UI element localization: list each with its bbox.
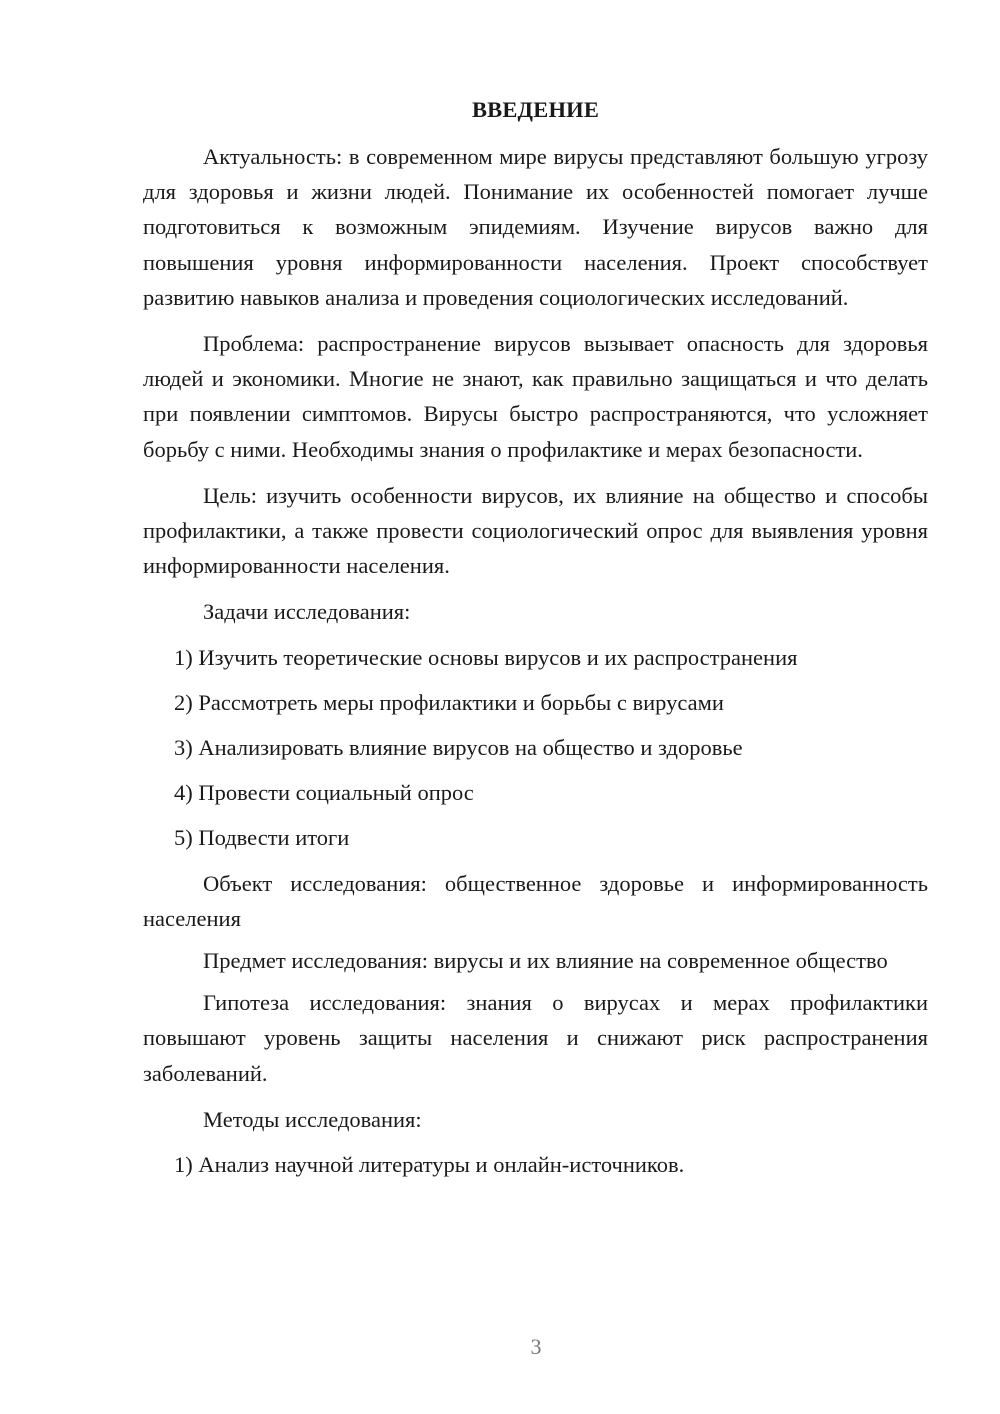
list-item: 5) Подвести итоги — [174, 825, 350, 851]
page-content — [143, 96, 928, 1192]
list-item: 1) Изучить теоретические основы вирусов и их распространения — [174, 644, 798, 670]
hypothesis-paragraph: Гипотеза исследования: знания о вирусах и мерах профилактики повышают уровень защиты населения и снижают риск распространения заболеваний. — [143, 990, 928, 1086]
subject-paragraph: Предмет исследования: вирусы и их влияние на современное общество — [203, 948, 888, 974]
list-item: 4) Провести социальный опрос — [174, 780, 474, 806]
page-number: 3 — [530, 1334, 542, 1359]
tasks-heading: Задачи исследования: — [203, 599, 411, 625]
list-item: 1) Анализ научной литературы и онлайн-источников. — [174, 1152, 685, 1178]
list-item: 2) Рассмотреть меры профилактики и борьбы с вирусами — [174, 689, 724, 715]
methods-heading: Методы исследования: — [203, 1106, 422, 1132]
goal-paragraph: Цель: изучить особенности вирусов, их влияние на общество и способы профилактики, а также провести социологический опрос для выявления уровня информированности населения. — [143, 482, 928, 579]
methods-list — [143, 1147, 928, 1182]
problem-paragraph: Проблема: распространение вирусов вызывает опасность для здоровья людей и экономики. Многие не знают, как правильно защищаться и что делать при появлении симптомов. Вирусы быстро распространяются, что усложняет борьбу с ними. Необходимы знания о профилактике и мерах безопасности. — [143, 331, 928, 462]
list-item: 3) Анализировать влияние вирусов на общество и здоровье — [174, 735, 743, 761]
tasks-list — [143, 640, 928, 856]
object-paragraph: Объект исследования: общественное здоровье и информированность населения — [143, 870, 928, 931]
section-title: ВВЕДЕНИЕ — [471, 97, 600, 122]
relevance-paragraph: Актуальность: в современном мире вирусы представляют большую угрозу для здоровья и жизни людей. Понимание их особенностей помогает лучше подготовиться к возможным эпидемиям. Изучение вирусов важно для повышения уровня информированности населения. Проект способствует развитию навыков анализа и проведения социологических исследований. — [143, 144, 928, 310]
